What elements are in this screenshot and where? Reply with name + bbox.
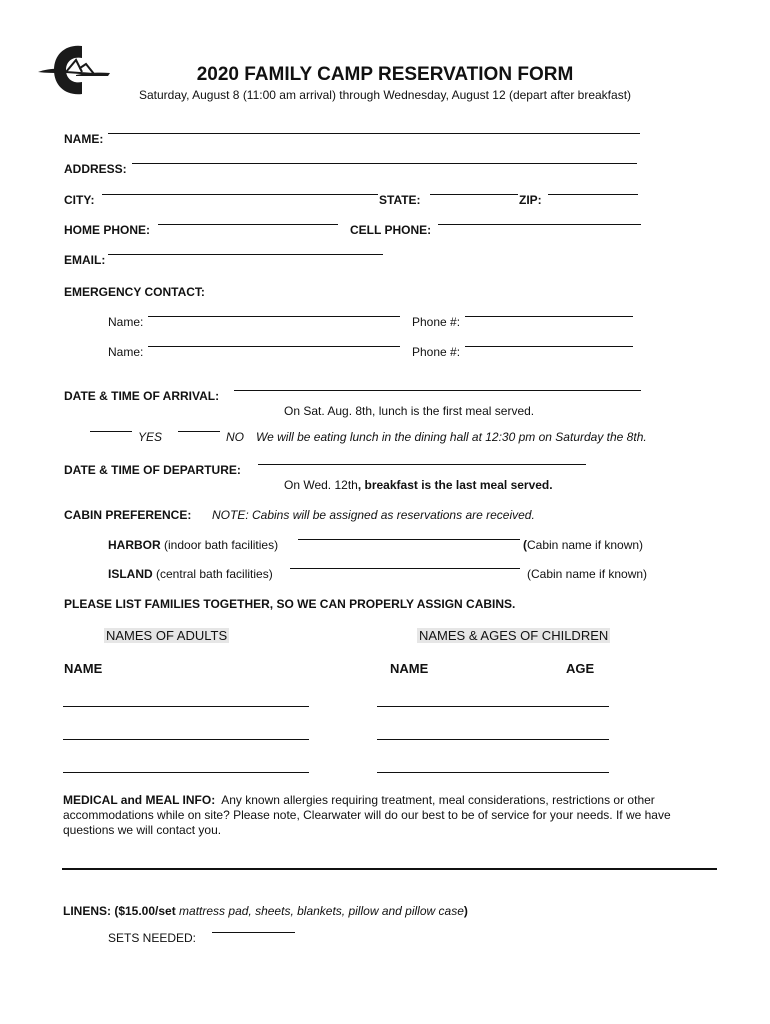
harbor-cabin-paren: (: [523, 538, 527, 552]
emergency-name-label-2: Name:: [108, 345, 144, 359]
linens-items: mattress pad, sheets, blankets, pillow and pillow case: [175, 904, 464, 918]
island-cabin-hint: (Cabin name if known): [527, 567, 648, 581]
yes-blank[interactable]: [90, 431, 132, 432]
no-label: NO: [226, 430, 244, 444]
emergency-name-label-1: Name:: [108, 315, 144, 329]
children-heading: NAMES & AGES OF CHILDREN: [419, 628, 609, 643]
emergency-contact-label: EMERGENCY CONTACT:: [64, 285, 205, 299]
email-field[interactable]: [108, 254, 383, 255]
island-desc: (central bath facilities): [156, 567, 273, 581]
emergency-phone-field-2[interactable]: [465, 346, 633, 347]
no-blank[interactable]: [178, 431, 220, 432]
home-phone-label: HOME PHONE:: [64, 223, 151, 237]
linens-label: LINENS: ($15.00/set: [63, 904, 176, 918]
name-label: NAME:: [64, 132, 104, 146]
medical-text: Any known allergies requiring treatment, meal considerations, restrictions or other accommodations while on site? Please note, Clearwater will do our best to be of service for your needs. If we have questions we will contact you.: [63, 793, 671, 837]
address-label: ADDRESS:: [64, 162, 127, 176]
adult-name-field-1[interactable]: [63, 706, 309, 707]
child-field-2[interactable]: [377, 739, 609, 740]
emergency-phone-label-2: Phone #:: [412, 345, 461, 359]
sets-needed-label: SETS NEEDED:: [108, 931, 197, 945]
home-phone-field[interactable]: [158, 224, 338, 225]
zip-label: ZIP:: [519, 193, 542, 207]
island-option: [108, 567, 273, 581]
departure-label: DATE & TIME OF DEPARTURE:: [64, 463, 241, 477]
email-label: EMAIL:: [64, 253, 106, 267]
harbor-cabin-text: Cabin name if known): [527, 538, 644, 552]
cell-phone-field[interactable]: [438, 224, 641, 225]
linens-close: ): [463, 904, 468, 918]
arrival-field[interactable]: [234, 390, 641, 391]
harbor-desc: (indoor bath facilities): [164, 538, 279, 552]
island-label: ISLAND: [108, 567, 153, 581]
emergency-phone-label-1: Phone #:: [412, 315, 461, 329]
child-age-column: AGE: [566, 661, 595, 676]
medical-info: [63, 793, 703, 838]
island-cabin-field[interactable]: [290, 568, 520, 569]
cell-phone-label: CELL PHONE:: [350, 223, 432, 237]
page-title: 2020 FAMILY CAMP RESERVATION FORM: [196, 64, 574, 85]
departure-field[interactable]: [258, 464, 586, 465]
medical-label: MEDICAL and MEAL INFO:: [63, 793, 216, 807]
adult-name-field-2[interactable]: [63, 739, 309, 740]
departure-note: [284, 478, 553, 492]
zip-field[interactable]: [548, 194, 638, 195]
linens-line: [63, 904, 468, 918]
emergency-name-field-2[interactable]: [148, 346, 400, 347]
harbor-cabin-hint: [523, 538, 643, 552]
departure-note-date: On Wed. 12th: [284, 478, 358, 492]
emergency-phone-field-1[interactable]: [465, 316, 633, 317]
adult-name-field-3[interactable]: [63, 772, 309, 773]
page-subtitle: Saturday, August 8 (11:00 am arrival) through Wednesday, August 12 (depart after breakfast): [138, 88, 632, 102]
harbor-cabin-field[interactable]: [298, 539, 520, 540]
cabin-preference-label: CABIN PREFERENCE:: [64, 508, 192, 522]
cabin-note: NOTE: Cabins will be assigned as reservations are received.: [212, 508, 535, 522]
child-name-column: NAME: [390, 661, 429, 676]
arrival-label: DATE & TIME OF ARRIVAL:: [64, 389, 220, 403]
state-field[interactable]: [430, 194, 518, 195]
arrival-note: On Sat. Aug. 8th, lunch is the first meal served.: [284, 404, 535, 418]
adults-heading: NAMES OF ADULTS: [106, 628, 228, 643]
harbor-label: HARBOR: [108, 538, 161, 552]
families-instruction: PLEASE LIST FAMILIES TOGETHER, SO WE CAN PROPERLY ASSIGN CABINS.: [64, 597, 516, 611]
city-field[interactable]: [102, 194, 378, 195]
adult-name-column: NAME: [64, 661, 103, 676]
city-label: CITY:: [64, 193, 95, 207]
sets-needed-field[interactable]: [212, 932, 295, 933]
yes-label: YES: [138, 430, 163, 444]
child-field-3[interactable]: [377, 772, 609, 773]
name-field[interactable]: [108, 133, 640, 134]
state-label: STATE:: [379, 193, 421, 207]
departure-note-rest: , breakfast is the last meal served.: [357, 478, 553, 492]
lunch-note: We will be eating lunch in the dining hall at 12:30 pm on Saturday the 8th.: [256, 430, 647, 444]
child-field-1[interactable]: [377, 706, 609, 707]
emergency-name-field-1[interactable]: [148, 316, 400, 317]
medical-divider: [62, 868, 717, 870]
harbor-option: [108, 538, 278, 552]
address-field[interactable]: [132, 163, 637, 164]
